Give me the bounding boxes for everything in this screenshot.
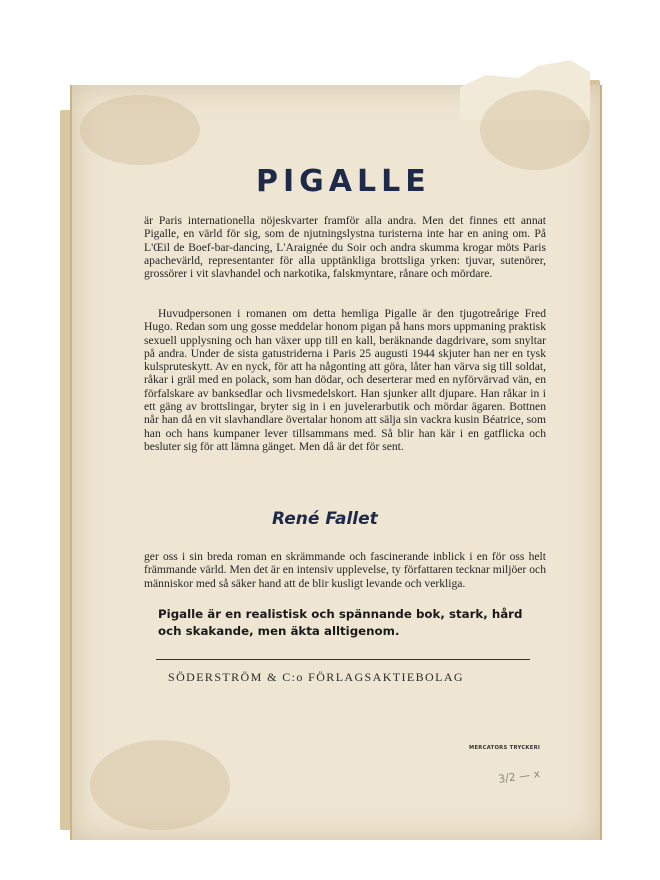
age-stain <box>480 90 590 170</box>
description-paragraph-3: ger oss i sin breda roman en skrämmande och fascinerande inblick i en för oss helt främmande värld. Men det är en intensiv upplevelse, ty författaren tecknar miljöer och människor med så säker hand att de blir kusligt levande och verkliga. <box>144 550 546 590</box>
printer-imprint: MERCATORS TRYCKERI <box>469 745 541 751</box>
age-stain <box>90 740 230 830</box>
description-paragraph-2: Huvudpersonen i romanen om detta hemliga Pigalle är den tjugotreårige Fred Hugo. Redan som ung gosse meddelar honom pigan på hans mors uppmaning praktisk sexuell upplysning och han växer upp till en kall, beräknande dagdrivare, som snyltar på andra. Under de sista gatustriderna i Paris 25 augusti 1944 skjuter han ner en tysk kulspruteskytt. Av en nyck, för att ha någonting att göra, låter han värva sig till soldat, råkar i gräl med en polack, som han dödar, och deserterar med en nyförvärvad vän, en förfalskare av banksedlar och livsmedelskort. Han sjunker allt djupare. Han råkar in i ett gäng av brottslingar, bryter sig in i en juvelerarbutik och mördar ägaren. Bottnen når han då en vit slavhandlare övertalar honom att sälja sin vackra kusin Béatrice, som han och hans kumpaner lever tillsammans med. Så blir han kär i en gatflicka och besluter sig för att lämna gänget. Men då är det för sent. <box>144 307 546 453</box>
age-stain <box>80 95 200 165</box>
divider-rule <box>156 659 530 660</box>
book-title: PIGALLE <box>256 164 431 199</box>
pencil-note: 3/2 — x <box>497 767 541 786</box>
publisher-name: SÖDERSTRÖM & C:o FÖRLAGSAKTIEBOLAG <box>168 670 464 684</box>
tagline: Pigalle är en realistisk och spännande bok, stark, hård och skakande, men äkta alltigenom. <box>158 607 523 638</box>
author-name: René Fallet <box>272 509 378 529</box>
description-paragraph-1: är Paris internationella nöjeskvarter framför alla andra. Men det finnes ett annat Pigalle, en värld för sig, som de njutningslystna turisterna inte har en aning om. På L'Œil de Boef-bar-dancing, L'Araignée du Soir och andra skumma krogar möts Paris apachevärld, representanter för alla upptänkliga brottsliga yrken: tjuvar, sutenörer, grossörer i vit slavhandel och narkotika, falskmyntare, rånare och mördare. <box>144 214 546 281</box>
